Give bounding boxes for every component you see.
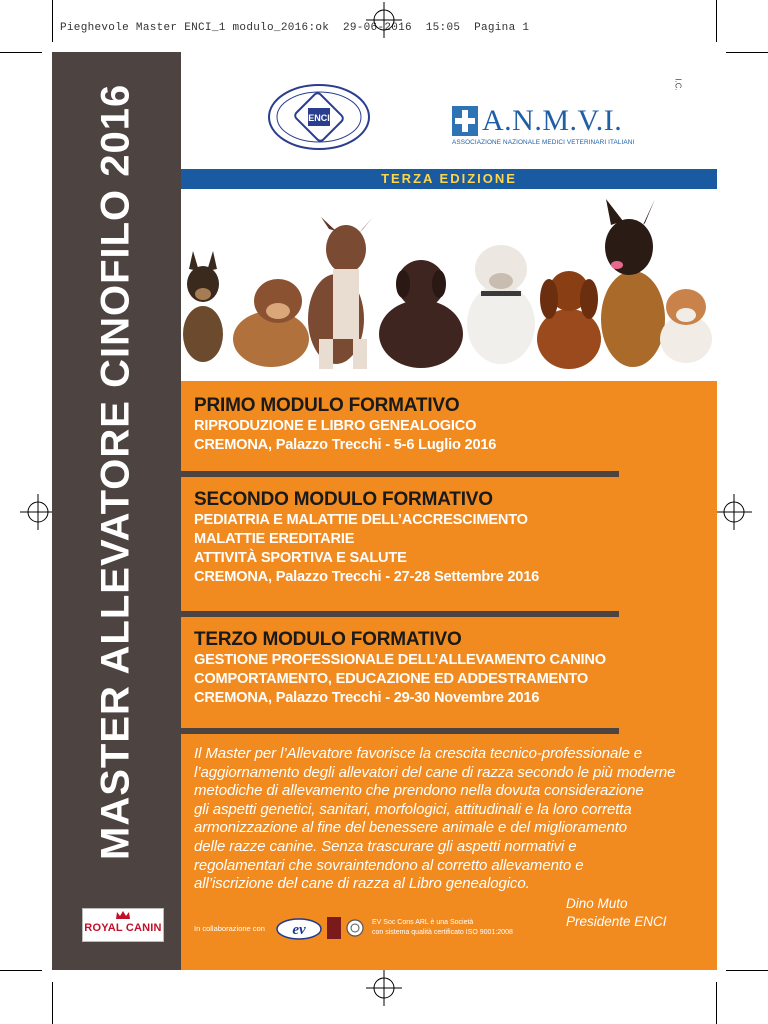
medical-cross-icon xyxy=(452,106,478,136)
anmvi-name: A.N.M.V.I. xyxy=(482,104,623,137)
module-2 xyxy=(194,489,634,587)
module-line: GESTIONE PROFESSIONALE DELL’ALLEVAMENTO CANINO xyxy=(194,652,606,668)
description-line: armonizzazione al fine del benessere animale e del miglioramento xyxy=(194,819,628,837)
crop-mark xyxy=(0,52,42,53)
description-line: Il Master per l’Allevatore favorisce la crescita tecnico-professionale e xyxy=(194,745,642,762)
crop-mark xyxy=(52,982,53,1024)
section-divider xyxy=(181,611,619,617)
iso-seal-icon xyxy=(346,918,364,938)
registration-mark-icon xyxy=(20,494,56,530)
crop-mark xyxy=(716,982,717,1024)
description-line: delle razze canine. Senza trascurare gli aspetti normativi e xyxy=(194,837,577,855)
dog-bulldog-small xyxy=(660,289,712,363)
enci-logo xyxy=(266,82,372,152)
certification-badge-icon xyxy=(327,917,341,939)
description-line: all’iscrizione del cane di razza al Libro genealogico. xyxy=(194,875,530,893)
ev-text-line: EV Soc Cons ARL è una Società xyxy=(372,919,474,926)
royal-canin-text: ROYAL CANIN xyxy=(84,922,162,934)
module-line: ATTIVITÀ SPORTIVA E SALUTE xyxy=(194,550,407,566)
registration-mark-icon xyxy=(716,494,752,530)
module-line: PEDIATRIA E MALATTIE DELL’ACCRESCIMENTO xyxy=(194,512,528,528)
module-title: TERZO MODULO FORMATIVO xyxy=(194,629,462,650)
crop-mark xyxy=(0,970,42,971)
module-title: PRIMO MODULO FORMATIVO xyxy=(194,395,460,416)
module-line: COMPORTAMENTO, EDUCAZIONE ED ADDESTRAMENTO xyxy=(194,671,589,687)
registration-mark-icon xyxy=(366,970,402,1006)
description-line: metodiche di allevamento che prendono nella dovuta considerazione xyxy=(194,782,644,800)
edition-banner: TERZA EDIZIONE xyxy=(181,169,717,189)
description-paragraph xyxy=(194,745,694,894)
anmvi-logo xyxy=(452,104,635,150)
ev-text-line: con sistema qualità certificato ISO 9001:2008 xyxy=(372,929,513,936)
section-divider xyxy=(181,471,619,477)
crop-mark xyxy=(52,0,53,42)
crop-mark xyxy=(726,52,768,53)
module-line: CREMONA, Palazzo Trecchi - 27-28 Settembre 2016 xyxy=(194,569,540,585)
crop-mark xyxy=(716,0,717,42)
signature xyxy=(566,895,667,931)
royal-canin-logo xyxy=(82,908,164,942)
ev-logo xyxy=(276,918,322,940)
description-line: gli aspetti genetici, sanitari, morfologici, attitudinali e la loro corretta xyxy=(194,800,632,818)
module-line: MALATTIE EREDITARIE xyxy=(194,531,355,547)
ev-certification-text xyxy=(372,918,513,938)
registration-mark-icon xyxy=(366,2,402,38)
dog-bulldog-white xyxy=(467,245,535,364)
side-title: MASTER ALLEVATORE CINOFILO 2016 xyxy=(93,83,138,860)
dogs-photo xyxy=(181,189,717,381)
module-1 xyxy=(194,395,634,455)
description-line: regolamentari che sovraintendono al corretto allevamento e xyxy=(194,856,584,874)
module-line: CREMONA, Palazzo Trecchi - 29-30 Novembre 2016 xyxy=(194,690,540,706)
module-line: RIPRODUZIONE E LIBRO GENEALOGICO xyxy=(194,418,477,434)
ic-mark: I.C. xyxy=(673,78,683,91)
crop-mark xyxy=(726,970,768,971)
description-line: l’aggiornamento degli allevatori del cane di razza secondo le più moderne xyxy=(194,763,676,781)
signature-role: Presidente ENCI xyxy=(566,914,667,929)
module-3 xyxy=(194,629,634,708)
print-slug-line: Pieghevole Master ENCI_1 modulo_2016:ok 29-06-2016 15:05 Pagina 1 xyxy=(60,22,530,34)
module-line: CREMONA, Palazzo Trecchi - 5-6 Luglio 2016 xyxy=(194,437,497,453)
dog-spaniel xyxy=(537,271,601,369)
signature-name: Dino Muto xyxy=(566,896,628,911)
anmvi-subtitle: ASSOCIAZIONE NAZIONALE MEDICI VETERINARI ITALIANI xyxy=(452,139,635,146)
collaboration-label: In collaborazione con xyxy=(194,924,265,933)
section-divider xyxy=(181,728,619,734)
crown-icon xyxy=(115,910,131,920)
ev-logo-text: ev xyxy=(292,922,306,938)
enci-logo-text: ENCI xyxy=(308,113,330,123)
module-title: SECONDO MODULO FORMATIVO xyxy=(194,489,493,510)
